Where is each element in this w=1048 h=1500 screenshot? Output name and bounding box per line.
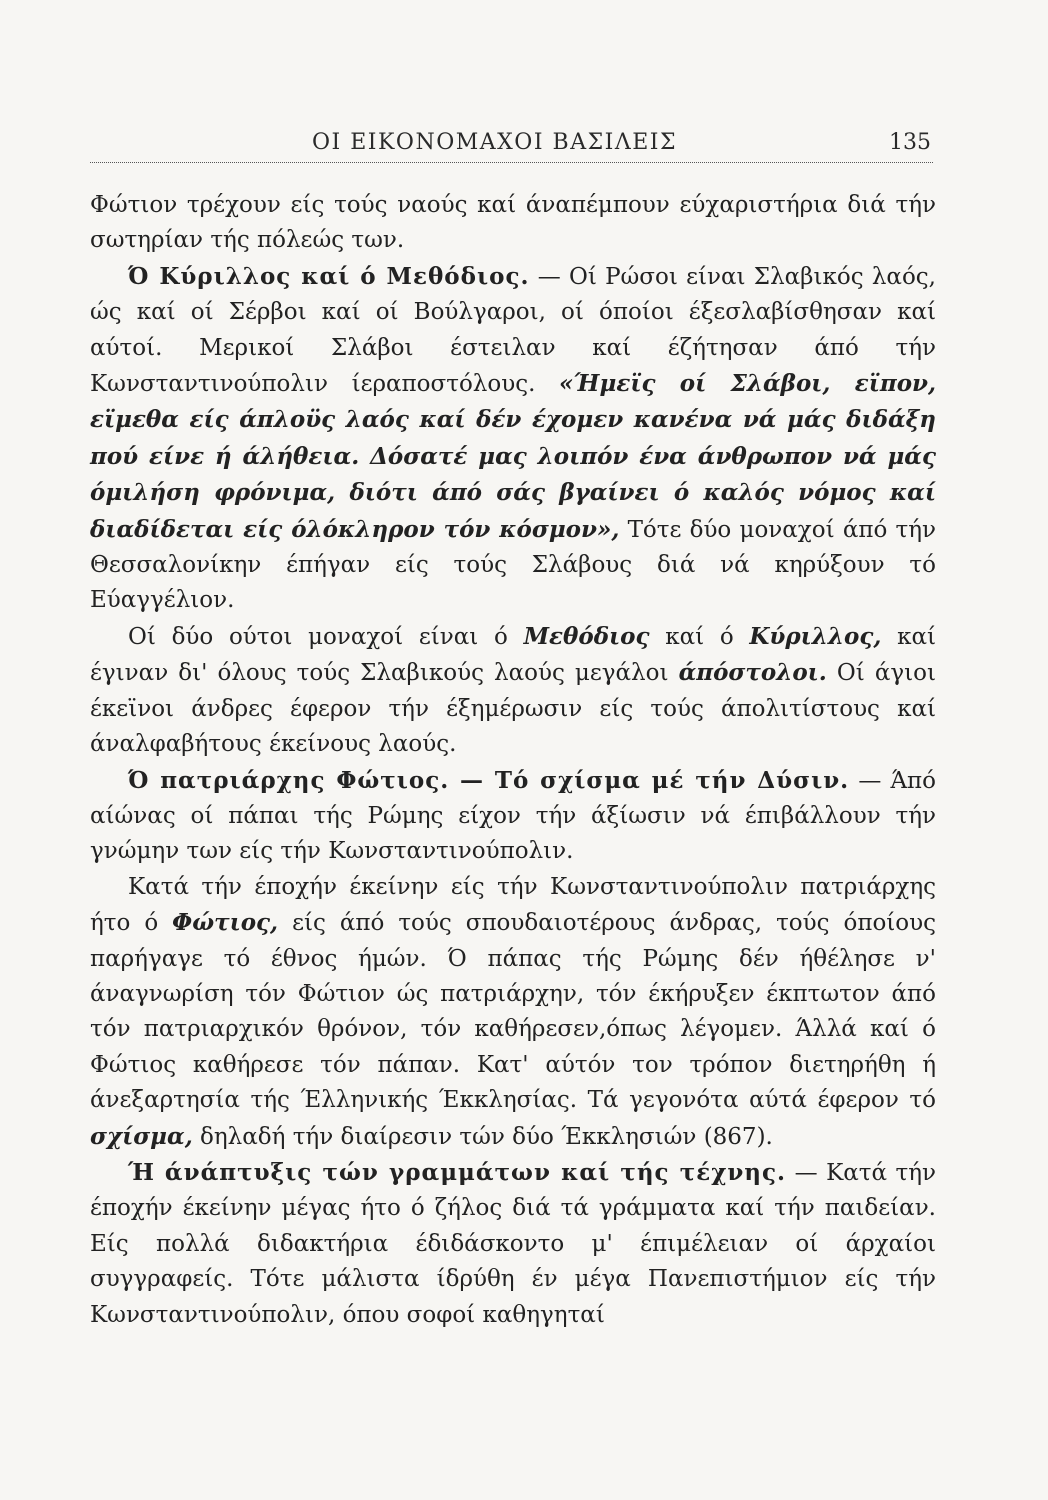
paragraph-photios-schism: [90, 763, 936, 870]
slavs-quote: «Ήμεϊς οί Σλάβοι, εϊπον, εϊμεθα είς άπλοϋς λαός καί δέν έχομεν κανένα νά μάς διδάξη πού είνε ή άλήθεια. Δόσατέ μας λοιπόν ένα άνθρωπον νά μάς όμιλήση φρόνιμα, διότι άπό σάς βγαίνει ό καλός νόμος καί διαδίδεται είς όλόκληρον τόν κόσμον»,: [90, 370, 936, 543]
page-number: 135: [889, 130, 931, 155]
paragraph-5-text-b: είς άπό τούς σπουδαιοτέρους άνδρας, τούς όποίους παρήγαγε τό έθνος ήμών. Ό πάπας τής Ρώμης δέν ήθέλησε ν' άναγνωρίση τόν Φώτιον ώς πατριάρχην, τόν έκήρυξεν έκπτωτον άπό τόν πατριαρχικόν θρόνον, τόν καθήρεσεν,όπως λέγομεν. Άλλά καί ό Φώτιος καθήρεσε τόν πάπαν. Κατ' αύτόν τον τρόπον διετηρήθη ή άνεξαρτησία τής Έλληνικής Έκκλησίας. Τά γεγονότα αύτά έφερον τό: [90, 910, 937, 1114]
paragraph-2-text: — Οί Ρώσοι είναι Σλαβικός λαός, ώς καί οί Σέρβοι καί οί Βούλγαροι, οί όποίοι έξεσλαβίσθησαν καί αύτοί. Μερικοί Σλάβοι έστειλαν καί έζήτησαν άπό τήν Κωνσταντινούπολιν ίεραποστόλους.: [90, 263, 936, 398]
paragraph-1: [90, 188, 936, 259]
word-schism: σχίσμα,: [90, 1122, 193, 1150]
paragraph-5-text-a: Κατά τήν έποχήν έκείνην είς τήν Κωνσταντινούπολιν πατριάρχης ήτο ό: [90, 873, 936, 937]
paragraph-3-text-b: καί ό: [665, 623, 734, 650]
section-heading-cyril-methodius: Ό Κύριλλος καί ό Μεθόδιος.: [128, 262, 530, 290]
paragraph-6-text: — Κατά τήν έποχήν έκείνην μέγας ήτο ό ζήλος διά τά γράμματα καί τήν παιδείαν. Είς πολλά διδακτήρια έδιδάσκοντο μ' έπιμέλειαν οί άρχαίοι συγγραφείς. Τότε μάλιστα ίδρύθη έν μέγα Πανεπιστήμιον είς τήν Κωνσταντινούπολιν, όπου σοφοί καθηγηταί: [90, 1159, 937, 1328]
name-photios: Φώτιος,: [172, 909, 279, 937]
paragraph-two-monks: [90, 619, 936, 763]
paragraph-1-text: Φώτιον τρέχουν είς τούς ναούς καί άναπέμπουν εύχαριστήρια διά τήν σωτηρίαν τής πόλεώς των.: [90, 192, 936, 254]
chapter-title: ΟΙ ΕΙΚΟΝΟΜΑΧΟΙ ΒΑΣΙΛΕΙΣ: [312, 130, 678, 155]
section-heading-letters-arts: Ή άνάπτυξις τών γραμμάτων καί τής τέχνης.: [128, 1158, 787, 1186]
section-heading-photios: Ό πατριάρχης Φώτιος. — Τό σχίσμα μέ τήν Δύσιν.: [128, 766, 850, 794]
paragraph-cyril-methodius: [90, 259, 936, 619]
word-apostles: άπόστολοι.: [678, 659, 827, 687]
paragraph-4-text: — Άπό αίώνας οί πάπαι τής Ρώμης είχον τήν άξίωσιν νά έπιβάλλουν τήν γνώμην των είς τήν Κωνσταντινούπολιν.: [90, 767, 937, 865]
name-cyril: Κύριλλος,: [749, 622, 882, 650]
name-methodius: Μεθόδιος: [523, 622, 650, 650]
paragraph-5-text-c: δηλαδή τήν διαίρεσιν τών δύο Έκκλησιών (867).: [200, 1123, 773, 1150]
paragraph-3-text-d: Οί άγιοι έκεϊνοι άνδρες έφερον τήν έξημέρωσιν είς τούς άπολιτίστους καί άναλφαβήτους έκείνους λαούς.: [90, 660, 937, 758]
paragraph-2-text-end: Τότε δύο μοναχοί άπό τήν Θεσσαλονίκην έπήγαν είς τούς Σλάβους διά νά κηρύξουν τό Εύαγγέλιον.: [90, 516, 937, 614]
paragraph-letters-arts: [90, 1155, 936, 1333]
body-text: [90, 188, 936, 1333]
running-header: [90, 128, 933, 163]
paragraph-photios-patriarch: [90, 870, 936, 1155]
paragraph-3-text-c: καί έγιναν δι' όλους τούς Σλαβικούς λαούς μεγάλοι: [90, 623, 937, 687]
paragraph-3-text-a: Οί δύο ούτοι μοναχοί είναι ό: [128, 623, 508, 650]
